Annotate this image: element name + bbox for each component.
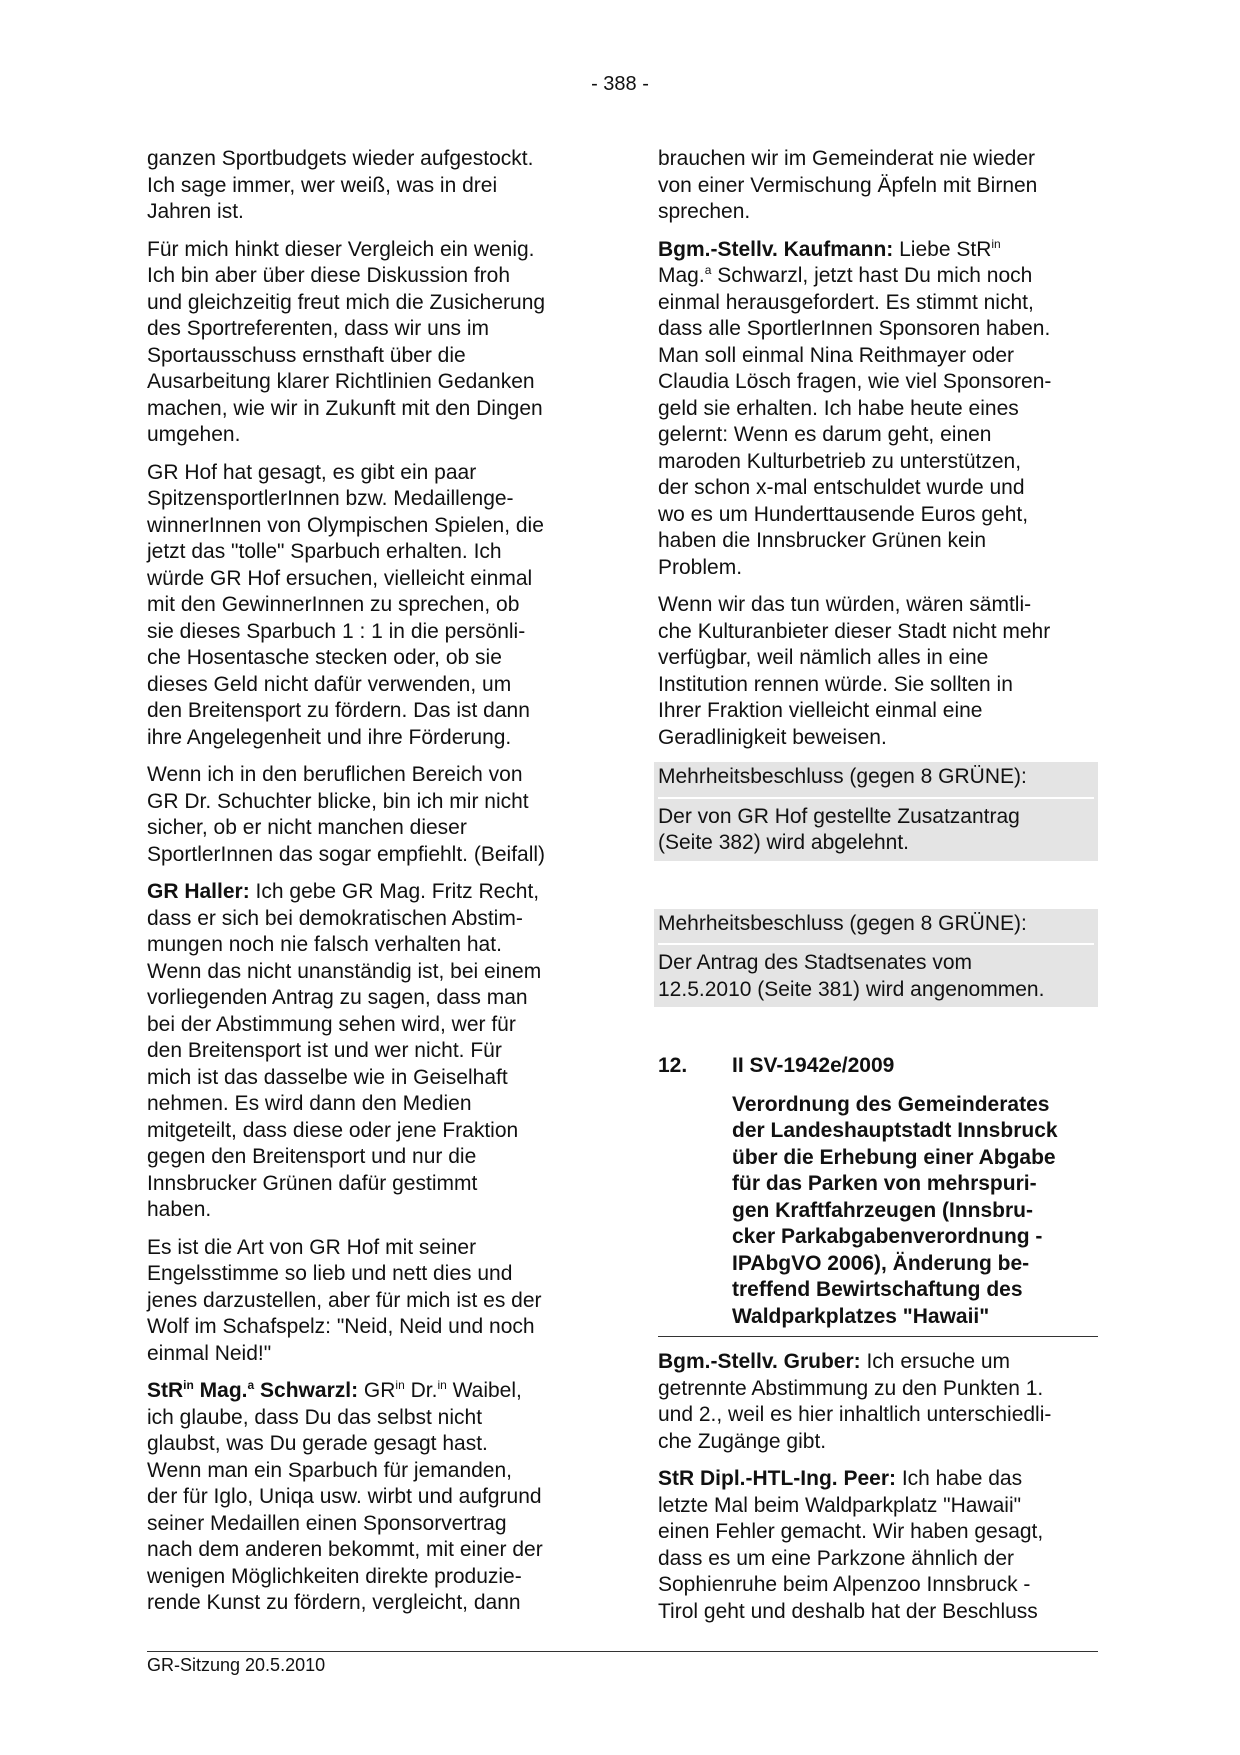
text-line: einen Fehler gemacht. Wir haben gesagt, <box>658 1520 1044 1543</box>
text-line: IPAbgVO 2006), Änderung be- <box>732 1251 1030 1275</box>
text-line: Problem. <box>658 555 743 579</box>
text-line: sicher, ob er nicht manchen dieser <box>147 816 467 839</box>
paragraph <box>147 237 592 449</box>
paragraph-lines <box>658 1493 1098 1626</box>
text-line: brauchen wir im Gemeinderat nie wieder <box>658 147 1036 170</box>
text-line: Institution rennen würde. Sie sollten in <box>658 672 1013 696</box>
text-line: Sophienruhe beim Alpenzoo Innsbruck - <box>658 1573 1031 1596</box>
text-line: bei der Abstimmung sehen wird, wer für <box>147 1012 516 1036</box>
text-line: machen, wie wir in Zukunft mit den Dingen <box>147 396 543 420</box>
text-line: Wenn das nicht unanständig ist, bei einem <box>147 959 542 983</box>
paragraph-lines <box>658 290 1098 582</box>
text-line: Der Antrag des Stadtsenates vom <box>658 951 973 974</box>
resolution-box <box>654 762 1098 861</box>
text-line: cker Parkabgabenverordnung - <box>732 1225 1043 1248</box>
resolution-text <box>658 950 1094 1003</box>
resolution-title: Mehrheitsbeschluss (gegen 8 GRÜNE): <box>658 911 1094 946</box>
text-line: 12.5.2010 (Seite 381) wird angenommen. <box>658 977 1045 1001</box>
footer-divider <box>147 1651 1098 1652</box>
text-line: Ich sage immer, wer weiß, was in drei <box>147 173 498 197</box>
paragraph <box>147 146 592 226</box>
text-line: des Sportreferenten, dass wir uns im <box>147 317 489 340</box>
text-line: Man soll einmal Nina Reithmayer oder <box>658 343 1014 367</box>
text-line: glaubst, was Du gerade gesagt hast. <box>147 1432 488 1455</box>
page-number: - 388 - <box>591 73 649 95</box>
text-line: der für Iglo, Uniqa usw. wirbt und aufgrund <box>147 1485 542 1508</box>
text-line: che Kulturanbieter dieser Stadt nicht mehr <box>658 619 1051 643</box>
speaker-name: GR Haller: <box>147 880 250 903</box>
text-line: von einer Vermischung Äpfeln mit Birnen <box>658 173 1038 197</box>
text-line: Jahren ist. <box>147 200 244 223</box>
text-line: letzte Mal beim Waldparkplatz "Hawaii" <box>658 1493 1022 1517</box>
paragraph-kaufmann: Bgm.-Stellv. Kaufmann: Liebe StR$^{in}$ Mag.$^a$ Schwarzl, jetzt hast Du mich noch einmal herausgefordert. Es stimmt nicht, dass alle SportlerInnen Sponsoren haben. Man soll einmal Nina Reithmayer oder Claudia Lösch fragen, wie viel Sponsoren- geld sie erhalten. Ich habe heute eines gelernt: Wenn es darum geht, einen maroden Kulturbetrieb zu unterstützen, der schon x-mal entschuldet wurde und wo es um Hunderttausende Euros geht, haben die Innsbrucker Grünen kein Problem. <box>658 237 1098 582</box>
text-line: vorliegenden Antrag zu sagen, dass man <box>147 986 528 1009</box>
text-line: Wenn ich in den beruflichen Bereich von <box>147 763 523 786</box>
text-line: ganzen Sportbudgets wieder aufgestockt. <box>147 147 534 170</box>
speaker-name: StR Dipl.-HTL-Ing. Peer: <box>658 1467 896 1490</box>
resolution-text <box>658 804 1094 857</box>
text-line: Engelsstimme so lieb und nett dies und <box>147 1262 513 1285</box>
speaker-name: StR$^{in}$ Mag.$^a$ Schwarzl: <box>147 1378 359 1402</box>
paragraph <box>658 592 1098 751</box>
paragraph-gruber: Bgm.-Stellv. Gruber: Ich ersuche um getrennte Abstimmung zu den Punkten 1. und 2., weil es hier inhaltlich unterschiedli- che Zugänge gibt. <box>658 1349 1098 1455</box>
text-line: dass er sich bei demokratischen Abstim- <box>147 906 523 930</box>
text-line: sprechen. <box>658 200 751 223</box>
paragraph-peer: StR Dipl.-HTL-Ing. Peer: Ich habe das letzte Mal beim Waldparkplatz "Hawaii" einen Fehler gemacht. Wir haben gesagt, dass es um eine Parkzone ähnlich der Sophienruhe beim Alpenzoo Innsbruck - Tirol geht und deshalb hat der Beschluss <box>658 1466 1098 1625</box>
text-line: SportlerInnen das sogar empfiehlt. (Beifall) <box>147 842 546 866</box>
text-line: treffend Bewirtschaftung des <box>732 1278 1023 1301</box>
text-line: wenigen Möglichkeiten direkte produzie- <box>147 1564 522 1588</box>
text-line: ich glaube, dass Du das selbst nicht <box>147 1405 483 1429</box>
text-line: für das Parken von mehrspuri- <box>732 1172 1037 1195</box>
paragraph-lines <box>147 1405 592 1617</box>
text-line: winnerInnen von Olympischen Spielen, die <box>147 513 544 537</box>
text-line: Ich bin aber über diese Diskussion froh <box>147 264 511 287</box>
text-line: mit den GewinnerInnen zu sprechen, ob <box>147 593 520 616</box>
text-line: gen Kraftfahrzeugen (Innsbru- <box>732 1198 1034 1222</box>
text-line: ihre Angelegenheit und ihre Förderung. <box>147 725 512 749</box>
text-line: nach dem anderen bekommt, mit einer der <box>147 1538 543 1561</box>
text-line: GR Dr. Schuchter blicke, bin ich mir nicht <box>147 789 529 813</box>
item-code: II SV-1942e/2009 <box>732 1054 895 1077</box>
text-line: Für mich hinkt dieser Vergleich ein wenig. <box>147 237 535 261</box>
text-line: Waldparkplatzes "Hawaii" <box>732 1304 990 1328</box>
right-column <box>658 146 1098 1636</box>
text-line: gelernt: Wenn es darum geht, einen <box>658 423 992 446</box>
text-line: geld sie erhalten. Ich habe heute eines <box>658 396 1019 420</box>
text-line: über die Erhebung einer Abgabe <box>732 1145 1056 1169</box>
text-line: che Hosentasche stecken oder, ob sie <box>147 646 502 669</box>
text-line: Wolf im Schafspelz: "Neid, Neid und noch <box>147 1315 535 1338</box>
text-line: getrennte Abstimmung zu den Punkten 1. <box>658 1376 1044 1400</box>
text-line: den Breitensport zu fördern. Das ist dann <box>147 699 530 722</box>
text-line: und gleichzeitig freut mich die Zusicherung <box>147 290 546 314</box>
paragraph <box>147 762 592 868</box>
speaker-name: Bgm.-Stellv. Gruber: <box>658 1350 861 1373</box>
text-line: umgehen. <box>147 423 241 446</box>
text-line: würde GR Hof ersuchen, vielleicht einmal <box>147 566 533 590</box>
text-line: dass es um eine Parkzone ähnlich der <box>658 1546 1015 1570</box>
paragraph-schwarzl: StR$^{in}$ Mag.$^a$ Schwarzl: $GR^{in}$ Dr.$^{in}$ Waibel, ich glaube, dass Du das selbst nicht glaubst, was Du gerade gesagt hast. Wenn man ein Sparbuch für jemanden, der für Iglo, Uniqa usw. wirbt und aufgrund seiner Medaillen einen Sponsorvertrag nach dem anderen bekommt, mit einer der wenigen Möglichkeiten direkte produzie- rende Kunst zu fördern, vergleicht, dann <box>147 1378 592 1617</box>
text-line: Geradlinigkeit beweisen. <box>658 725 887 749</box>
paragraph <box>147 1235 592 1368</box>
text-line: maroden Kulturbetrieb zu unterstützen, <box>658 449 1022 473</box>
text-line: mungen noch nie falsch verhalten hat. <box>147 933 502 956</box>
text-line: dieses Geld nicht dafür verwenden, um <box>147 672 512 696</box>
divider <box>658 1336 1098 1337</box>
text-line: haben die Innsbrucker Grünen kein <box>658 529 987 552</box>
text-line: seiner Medaillen einen Sponsorvertrag <box>147 1511 507 1535</box>
agenda-item <box>658 1053 1098 1334</box>
speaker-name: Bgm.-Stellv. Kaufmann: <box>658 237 894 261</box>
text-line: dass alle SportlerInnen Sponsoren haben. <box>658 317 1051 340</box>
text-line: der Landeshauptstadt Innsbruck <box>732 1119 1058 1142</box>
text-line: Innsbrucker Grünen dafür gestimmt <box>147 1171 478 1195</box>
resolution-box <box>654 909 1098 1008</box>
text-line: rende Kunst zu fördern, vergleicht, dann <box>147 1591 521 1614</box>
text-line: verfügbar, weil nämlich alles in eine <box>658 646 989 669</box>
text-line: Wenn man ein Sparbuch für jemanden, <box>147 1458 512 1482</box>
text-line: Ihrer Fraktion vielleicht einmal eine <box>658 699 983 722</box>
paragraph-haller <box>147 879 592 1224</box>
text-span: Ich gebe GR Mag. Fritz Recht, <box>249 880 540 903</box>
paragraph-lines <box>658 1376 1098 1456</box>
text-line: einmal Neid!" <box>147 1341 272 1365</box>
text-line: jetzt das "tolle" Sparbuch erhalten. Ich <box>147 540 502 563</box>
text-line: einmal herausgefordert. Es stimmt nicht, <box>658 290 1034 314</box>
text-line: haben. <box>147 1198 212 1221</box>
text-line: mich ist das dasselbe wie in Geiselhaft <box>147 1065 508 1089</box>
text-line: sie dieses Sparbuch 1 : 1 in die persönli- <box>147 619 526 643</box>
text-line: mitgeteilt, dass diese oder jene Fraktion <box>147 1118 519 1142</box>
text-line: wo es um Hunderttausende Euros geht, <box>658 502 1029 526</box>
left-column <box>147 146 592 1628</box>
text-line: nehmen. Es wird dann den Medien <box>147 1092 472 1115</box>
text-line: (Seite 382) wird abgelehnt. <box>658 831 909 854</box>
text-line: Der von GR Hof gestellte Zusatzantrag <box>658 804 1020 828</box>
text-line: Sportausschuss ernsthaft über die <box>147 343 466 367</box>
text-line: Wenn wir das tun würden, wären sämtli- <box>658 593 1032 616</box>
text-line: Tirol geht und deshalb hat der Beschluss <box>658 1599 1038 1623</box>
footer-text: GR-Sitzung 20.5.2010 <box>147 1655 326 1675</box>
text-line: Claudia Lösch fragen, wie viel Sponsoren- <box>658 370 1052 393</box>
text-line: Es ist die Art von GR Hof mit seiner <box>147 1235 477 1259</box>
text-line: der schon x-mal entschuldet wurde und <box>658 476 1025 499</box>
text-line: GR Hof hat gesagt, es gibt ein paar <box>147 460 477 484</box>
paragraph <box>658 146 1098 226</box>
paragraph <box>147 460 592 752</box>
text-line: che Zugänge gibt. <box>658 1429 827 1453</box>
text-line: und 2., weil es hier inhaltlich unterschiedli- <box>658 1403 1052 1426</box>
text-line: Verordnung des Gemeinderates <box>732 1092 1050 1116</box>
text-line: gegen den Breitensport und nur die <box>147 1145 477 1168</box>
text-line: SpitzensportlerInnen bzw. Medaillenge- <box>147 487 514 510</box>
text-line: Ausarbeitung klarer Richtlinien Gedanken <box>147 370 535 393</box>
paragraph-lines <box>147 906 592 1224</box>
text-line: den Breitensport ist und wer nicht. Für <box>147 1039 502 1062</box>
text-line: jenes darzustellen, aber für mich ist es der <box>147 1288 542 1312</box>
resolution-title: Mehrheitsbeschluss (gegen 8 GRÜNE): <box>658 764 1094 799</box>
item-title <box>732 1092 1098 1335</box>
item-number: 12. <box>658 1054 688 1077</box>
